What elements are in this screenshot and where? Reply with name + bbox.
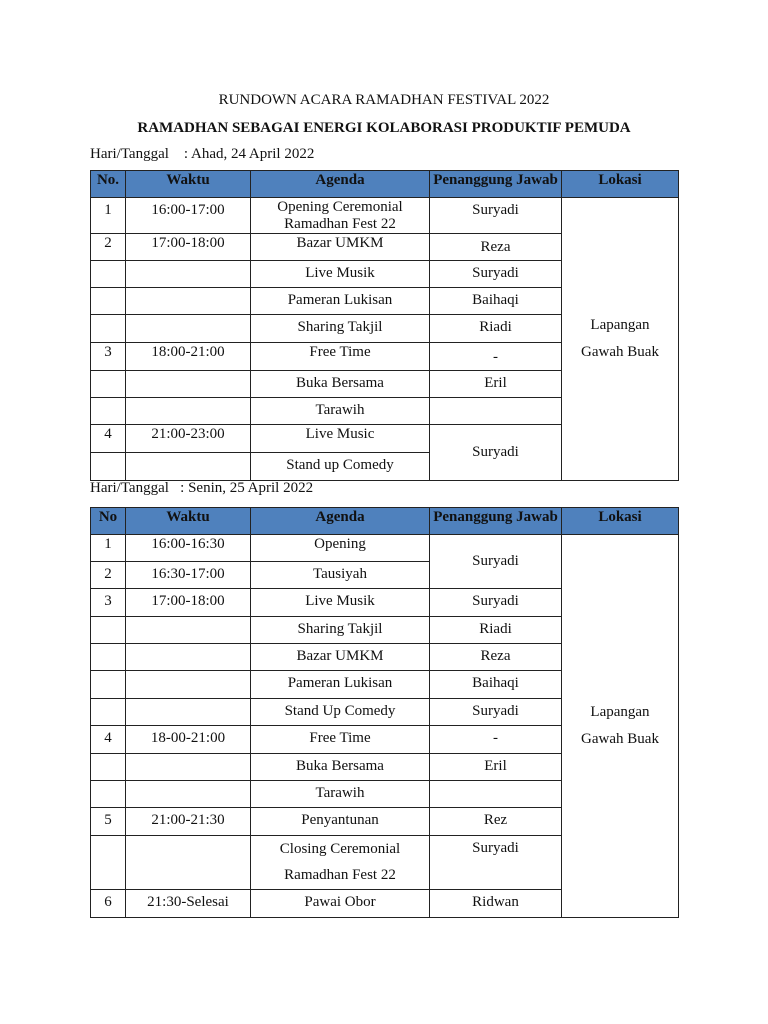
cell-agenda: Live Music <box>251 425 430 453</box>
cell-waktu <box>126 699 251 726</box>
cell-no: 4 <box>91 425 126 453</box>
header-penanggung-jawab: Penanggung Jawab <box>430 508 562 535</box>
cell-pj: Baihaqi <box>430 671 562 699</box>
cell-pj: Reza <box>430 234 562 261</box>
cell-pj: Suryadi <box>430 836 562 890</box>
cell-lokasi <box>562 535 679 918</box>
cell-no <box>91 398 126 425</box>
agenda-line: Ramadhan Fest 22 <box>284 867 396 883</box>
cell-agenda: Bazar UMKM <box>251 234 430 261</box>
header-waktu: Waktu <box>126 508 251 535</box>
agenda-line: Closing Ceremonial <box>279 841 401 857</box>
cell-waktu <box>126 781 251 808</box>
header-lokasi: Lokasi <box>562 508 679 535</box>
cell-no: 3 <box>91 589 126 617</box>
cell-agenda: Sharing Takjil <box>251 617 430 644</box>
cell-no <box>91 671 126 699</box>
cell-agenda: Stand up Comedy <box>251 453 430 481</box>
cell-waktu <box>126 617 251 644</box>
cell-no <box>91 781 126 808</box>
cell-waktu: 21:00-23:00 <box>126 425 251 453</box>
cell-waktu <box>126 754 251 781</box>
cell-agenda: Buka Bersama <box>251 371 430 398</box>
cell-no <box>91 315 126 343</box>
cell-no <box>91 371 126 398</box>
header-lokasi: Lokasi <box>562 171 679 198</box>
cell-pj: - <box>430 726 562 754</box>
cell-waktu: 16:30-17:00 <box>126 562 251 589</box>
cell-pj: Rez <box>430 808 562 836</box>
cell-agenda: Buka Bersama <box>251 754 430 781</box>
cell-pj <box>430 398 562 425</box>
cell-pj: Suryadi <box>430 198 562 234</box>
day1-date-label: Hari/Tanggal : Ahad, 24 April 2022 <box>90 146 315 162</box>
header-agenda: Agenda <box>251 171 430 198</box>
header-no: No. <box>91 171 126 198</box>
cell-waktu <box>126 288 251 315</box>
cell-pj: Suryadi <box>430 589 562 617</box>
cell-waktu <box>126 836 251 890</box>
header-agenda: Agenda <box>251 508 430 535</box>
table-row <box>91 535 679 562</box>
cell-agenda: Tarawih <box>251 781 430 808</box>
cell-waktu: 17:00-18:00 <box>126 589 251 617</box>
cell-waktu: 21:00-21:30 <box>126 808 251 836</box>
cell-pj: Ridwan <box>430 890 562 918</box>
table-row <box>91 198 679 234</box>
cell-waktu <box>126 371 251 398</box>
header-waktu: Waktu <box>126 171 251 198</box>
rundown-table-day1 <box>90 170 679 481</box>
cell-pj: - <box>430 343 562 371</box>
cell-pj: Reza <box>430 644 562 671</box>
header-penanggung-jawab: Penanggung Jawab <box>430 171 562 198</box>
cell-no <box>91 453 126 481</box>
cell-pj: Suryadi <box>430 425 562 481</box>
cell-waktu <box>126 453 251 481</box>
cell-agenda: Penyantunan <box>251 808 430 836</box>
cell-agenda: Tarawih <box>251 398 430 425</box>
cell-pj: Eril <box>430 754 562 781</box>
cell-agenda: Live Musik <box>251 261 430 288</box>
cell-agenda: Pameran Lukisan <box>251 288 430 315</box>
cell-pj: Riadi <box>430 315 562 343</box>
cell-waktu: 18-00-21:00 <box>126 726 251 754</box>
cell-pj <box>430 781 562 808</box>
table-header-row <box>91 171 679 198</box>
cell-no <box>91 261 126 288</box>
cell-lokasi <box>562 198 679 481</box>
cell-waktu <box>126 398 251 425</box>
cell-agenda: Pawai Obor <box>251 890 430 918</box>
header-no: No <box>91 508 126 535</box>
cell-no: 1 <box>91 535 126 562</box>
cell-waktu: 18:00-21:00 <box>126 343 251 371</box>
lokasi-line: Lapangan <box>590 317 650 333</box>
cell-waktu <box>126 671 251 699</box>
cell-no <box>91 699 126 726</box>
cell-no <box>91 617 126 644</box>
cell-no: 6 <box>91 890 126 918</box>
cell-agenda: Live Musik <box>251 589 430 617</box>
cell-agenda <box>251 836 430 890</box>
cell-no: 5 <box>91 808 126 836</box>
cell-no: 1 <box>91 198 126 234</box>
cell-no: 2 <box>91 234 126 261</box>
agenda-line: Ramadhan Fest 22 <box>284 216 396 232</box>
lokasi-line: Gawah Buak <box>581 731 659 747</box>
cell-agenda: Stand Up Comedy <box>251 699 430 726</box>
cell-pj: Baihaqi <box>430 288 562 315</box>
document-subtitle: RAMADHAN SEBAGAI ENERGI KOLABORASI PRODUKTIF PEMUDA <box>137 120 631 136</box>
cell-agenda: Tausiyah <box>251 562 430 589</box>
cell-agenda <box>251 198 430 234</box>
cell-pj: Suryadi <box>430 699 562 726</box>
rundown-table-day2 <box>90 507 679 918</box>
cell-no <box>91 754 126 781</box>
day2-date-label: Hari/Tanggal : Senin, 25 April 2022 <box>90 480 314 496</box>
lokasi-line: Gawah Buak <box>581 344 659 360</box>
cell-waktu: 16:00-17:00 <box>126 198 251 234</box>
cell-no <box>91 644 126 671</box>
cell-no: 4 <box>91 726 126 754</box>
cell-agenda: Bazar UMKM <box>251 644 430 671</box>
table-header-row <box>91 508 679 535</box>
cell-waktu <box>126 644 251 671</box>
cell-pj: Riadi <box>430 617 562 644</box>
cell-no <box>91 288 126 315</box>
document-title: RUNDOWN ACARA RAMADHAN FESTIVAL 2022 <box>218 92 550 108</box>
cell-waktu <box>126 261 251 288</box>
cell-pj: Eril <box>430 371 562 398</box>
cell-pj: Suryadi <box>430 261 562 288</box>
cell-no: 3 <box>91 343 126 371</box>
cell-agenda: Pameran Lukisan <box>251 671 430 699</box>
cell-no <box>91 836 126 890</box>
cell-waktu: 21:30-Selesai <box>126 890 251 918</box>
cell-no: 2 <box>91 562 126 589</box>
cell-waktu: 16:00-16:30 <box>126 535 251 562</box>
cell-agenda: Free Time <box>251 726 430 754</box>
cell-agenda: Free Time <box>251 343 430 371</box>
cell-agenda: Opening <box>251 535 430 562</box>
cell-agenda: Sharing Takjil <box>251 315 430 343</box>
cell-waktu: 17:00-18:00 <box>126 234 251 261</box>
agenda-line: Opening Ceremonial <box>277 199 403 215</box>
lokasi-line: Lapangan <box>590 704 650 720</box>
cell-waktu <box>126 315 251 343</box>
cell-pj: Suryadi <box>430 535 562 589</box>
